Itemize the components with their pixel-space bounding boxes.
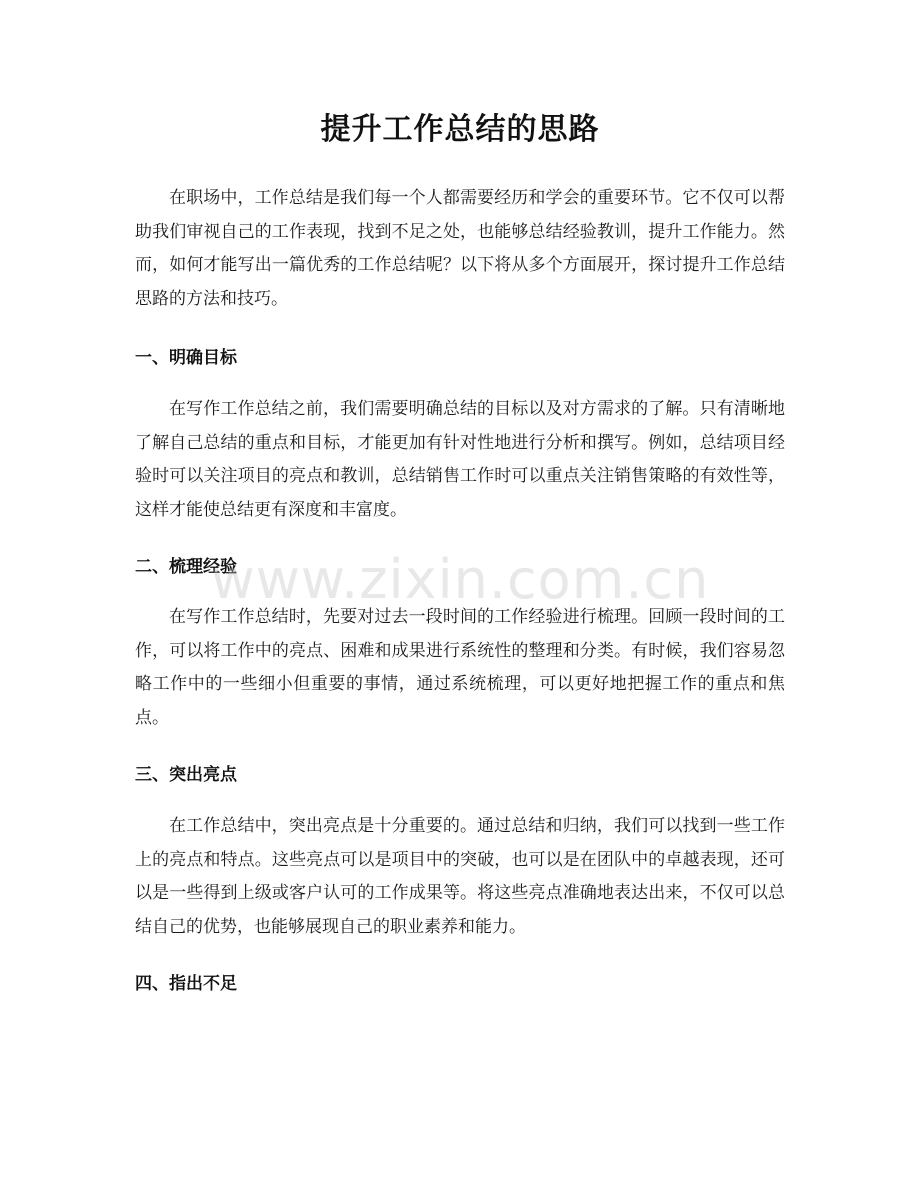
section-heading-4: 四、指出不足	[135, 974, 237, 994]
section-heading-3: 三、突出亮点	[135, 765, 237, 785]
section-body-3: 在工作总结中，突出亮点是十分重要的。通过总结和归纳，我们可以找到一些工作上的亮点和特点。这些亮点可以是项目中的突破，也可以是在团队中的卓越表现，还可以是一些得到上级或客户认可的工作成果等。将这些亮点准确地表达出来，不仅可以总结自己的优势，也能够展现自己的职业素养和能力。	[135, 816, 785, 937]
section-heading-2: 二、梳理经验	[135, 557, 237, 577]
watermark: www.zixin.com.cn	[210, 548, 710, 611]
intro-paragraph: 在职场中，工作总结是我们每一个人都需要经历和学会的重要环节。它不仅可以帮助我们审视自己的工作表现，找到不足之处，也能够总结经验教训，提升工作能力。然而，如何才能写出一篇优秀的工作总结呢？以下将从多个方面展开，探讨提升工作总结思路的方法和技巧。	[135, 188, 785, 309]
section-body-2: 在写作工作总结时，先要对过去一段时间的工作经验进行梳理。回顾一段时间的工作，可以将工作中的亮点、困难和成果进行系统性的整理和分类。有时候，我们容易忽略工作中的一些细小但重要的事情，通过系统梳理，可以更好地把握工作的重点和焦点。	[135, 607, 785, 728]
section-heading-1: 一、明确目标	[135, 348, 237, 368]
document-title: 提升工作总结的思路	[320, 112, 600, 147]
section-body-1: 在写作工作总结之前，我们需要明确总结的目标以及对方需求的了解。只有清晰地了解自己总结的重点和目标，才能更加有针对性地进行分析和撰写。例如，总结项目经验时可以关注项目的亮点和教训，总结销售工作时可以重点关注销售策略的有效性等，这样才能使总结更有深度和丰富度。	[135, 399, 785, 520]
